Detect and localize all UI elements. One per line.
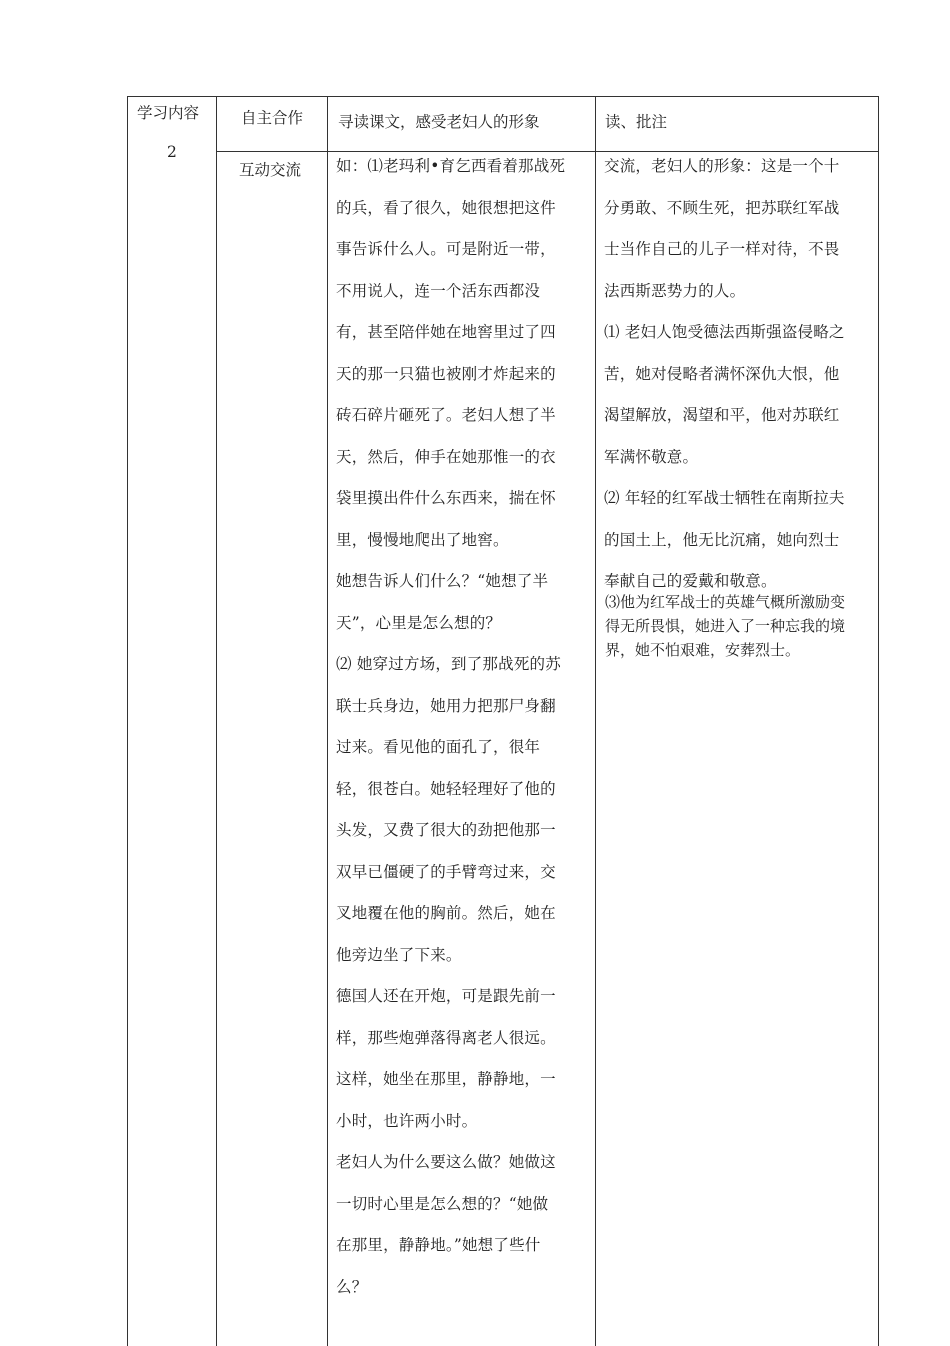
passage-line: 老妇人为什么要这么做？她做这 bbox=[336, 1153, 556, 1171]
learning-content-number: 2 bbox=[167, 143, 177, 161]
passage-line: 砖石碎片砸死了。老妇人想了半 bbox=[336, 406, 556, 424]
passage-line: 里，慢慢地爬出了地窖。 bbox=[336, 530, 509, 549]
passage-line: 有，甚至陪伴她在地窖里过了四 bbox=[336, 323, 556, 341]
passage-line: 事告诉什么人。可是附近一带， bbox=[336, 240, 556, 258]
column-divider-3 bbox=[595, 96, 596, 1346]
discussion-line: 法西斯恶势力的人。 bbox=[604, 281, 746, 300]
note-line: 界，她不怕艰难，安葬烈士。 bbox=[605, 641, 801, 659]
table-top-border bbox=[127, 96, 879, 97]
passage-line: 他旁边坐了下来。 bbox=[336, 945, 462, 964]
passage-line: 在那里，静静地。”她想了些什 bbox=[336, 1236, 541, 1254]
passage-line: 不用说人，连一个活东西都没 bbox=[336, 281, 541, 300]
learning-content-label: 学习内容 bbox=[137, 104, 200, 122]
reading-task-title: 寻读课文，感受老妇人的形象 bbox=[338, 113, 540, 131]
passage-line: 头发，又费了很大的劲把他那一 bbox=[336, 821, 556, 839]
passage-line: 轻，很苍白。她轻轻理好了他的 bbox=[336, 779, 556, 798]
passage-line: 袋里摸出件什么东西来，揣在怀 bbox=[336, 489, 556, 507]
reading-passage-text bbox=[336, 146, 592, 1308]
discussion-line: 分勇敢、不顾生死，把苏联红军战 bbox=[604, 198, 840, 217]
passage-line: 联士兵身边，她用力把那尸身翻 bbox=[336, 696, 556, 715]
passage-line: 的兵，看了很久，她很想把这件 bbox=[336, 198, 556, 217]
read-annotate-title: 读、批注 bbox=[605, 113, 668, 131]
passage-line: 过来。看见他的面孔了，很年 bbox=[336, 738, 541, 756]
passage-line: 一切时心里是怎么想的？“她做 bbox=[336, 1194, 549, 1213]
column-divider-2 bbox=[327, 96, 328, 1346]
discussion-line: 奉献自己的爱戴和敬意。 bbox=[604, 572, 777, 590]
passage-line: 这样，她坐在那里，静静地，一 bbox=[336, 1070, 556, 1088]
passage-line: 双早已僵硬了的手臂弯过来，交 bbox=[336, 862, 556, 881]
passage-line: 样，那些炮弹落得离老人很远。 bbox=[336, 1028, 556, 1047]
discussion-line: 渴望解放，渴望和平，他对苏联红 bbox=[604, 406, 840, 424]
discussion-line: ⑵ 年轻的红军战士牺牲在南斯拉夫 bbox=[604, 489, 845, 507]
table-left-border bbox=[127, 96, 128, 1346]
passage-line: 叉地覆在他的胸前。然后，她在 bbox=[336, 904, 556, 922]
passage-line: 小时，也许两小时。 bbox=[336, 1111, 478, 1130]
column-divider-1 bbox=[216, 96, 217, 1346]
passage-line: ⑵ 她穿过方场，到了那战死的苏 bbox=[336, 655, 561, 673]
passage-line: 天”，心里是怎么想的？ bbox=[336, 613, 502, 632]
passage-line: 德国人还在开炮，可是跟先前一 bbox=[336, 987, 556, 1005]
note-line: ⑶他为红军战士的英雄气概所激励变 bbox=[605, 593, 846, 611]
self-cooperation-label: 自主合作 bbox=[241, 109, 304, 127]
discussion-line: ⑴ 老妇人饱受德法西斯强盗侵略之 bbox=[604, 323, 845, 341]
passage-line: 天，然后，伸手在她那惟一的衣 bbox=[336, 447, 556, 466]
discussion-line: 苦，她对侵略者满怀深仇大恨，他 bbox=[604, 364, 840, 383]
table-right-border bbox=[878, 96, 879, 1346]
passage-line: 如：⑴老玛利•育乞西看着那战死 bbox=[336, 157, 566, 175]
note-line: 得无所畏惧，她进入了一种忘我的境 bbox=[605, 617, 846, 635]
discussion-text bbox=[604, 146, 876, 603]
passage-line: 她想告诉人们什么？“她想了半 bbox=[336, 572, 549, 590]
interactive-exchange-label: 互动交流 bbox=[239, 161, 302, 179]
passage-line: 天的那一只猫也被刚才炸起来的 bbox=[336, 364, 556, 383]
discussion-line: 的国土上，他无比沉痛，她向烈士 bbox=[604, 530, 840, 549]
discussion-line: 军满怀敬意。 bbox=[604, 447, 699, 466]
discussion-line: 士当作自己的儿子一样对待，不畏 bbox=[604, 240, 840, 258]
discussion-line: 交流，老妇人的形象：这是一个十 bbox=[604, 157, 840, 175]
passage-line: 么？ bbox=[336, 1277, 368, 1296]
discussion-note-text bbox=[605, 590, 875, 662]
